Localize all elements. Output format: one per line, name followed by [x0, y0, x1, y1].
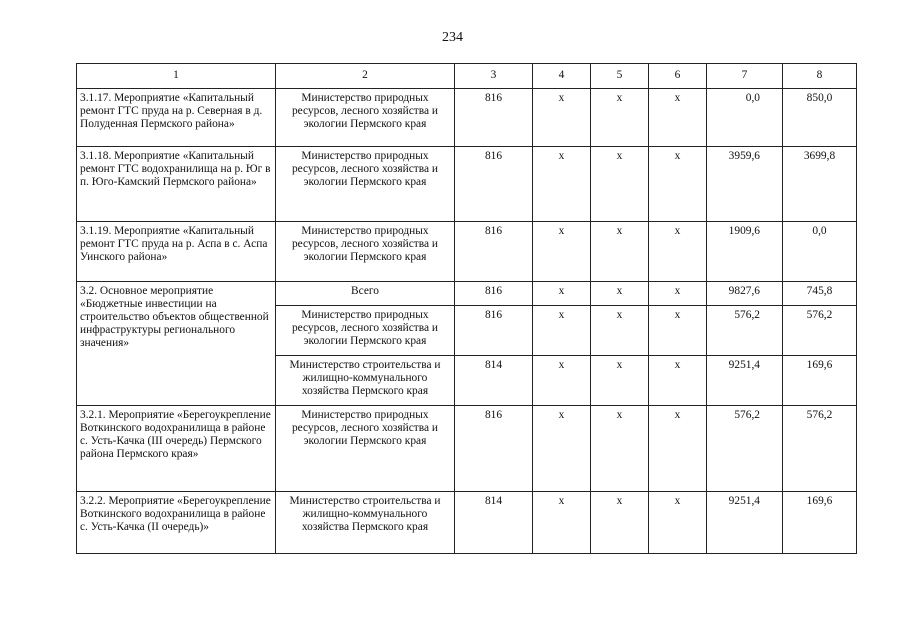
table-row — [77, 89, 857, 147]
table-row — [77, 222, 857, 282]
col7-value-cell: 1909,6 — [707, 222, 783, 282]
code-cell: 816 — [455, 222, 533, 282]
header-col-8: 8 — [783, 64, 857, 89]
col5-cell: x — [591, 282, 649, 306]
table-row — [77, 282, 857, 306]
executor-cell: Министерство природных ресурсов, лесного хозяйства и экологии Пермского края — [276, 222, 455, 282]
header-col-7: 7 — [707, 64, 783, 89]
col7-value-cell: 3959,6 — [707, 147, 783, 222]
table-row — [77, 492, 857, 554]
col8-value-cell: 3699,8 — [783, 147, 857, 222]
header-col-6: 6 — [649, 64, 707, 89]
measure-name-cell: 3.1.18. Мероприятие «Капитальный ремонт ГТС водохранилища на р. Юг в п. Юго-Камский Пермского района» — [77, 147, 276, 222]
col4-cell: x — [533, 89, 591, 147]
code-cell: 816 — [455, 306, 533, 356]
col8-value-cell: 169,6 — [783, 492, 857, 554]
col6-cell: x — [649, 306, 707, 356]
col7-value-cell: 9251,4 — [707, 492, 783, 554]
header-row — [77, 64, 857, 89]
col7-value-cell: 9251,4 — [707, 356, 783, 406]
executor-cell: Министерство природных ресурсов, лесного хозяйства и экологии Пермского края — [276, 306, 455, 356]
col8-value-cell: 169,6 — [783, 356, 857, 406]
executor-cell: Министерство строительства и жилищно-коммунального хозяйства Пермского края — [276, 492, 455, 554]
col7-value-cell: 0,0 — [707, 89, 783, 147]
code-cell: 816 — [455, 147, 533, 222]
col4-cell: x — [533, 406, 591, 492]
executor-cell: Министерство природных ресурсов, лесного хозяйства и экологии Пермского края — [276, 147, 455, 222]
col8-value-cell: 576,2 — [783, 306, 857, 356]
col4-cell: x — [533, 147, 591, 222]
page-number: 234 — [442, 30, 463, 45]
col4-cell: x — [533, 222, 591, 282]
header-col-1: 1 — [77, 64, 276, 89]
col4-cell: x — [533, 492, 591, 554]
col5-cell: x — [591, 147, 649, 222]
col8-value-cell: 0,0 — [783, 222, 857, 282]
header-col-2: 2 — [276, 64, 455, 89]
col6-cell: x — [649, 89, 707, 147]
col5-cell: x — [591, 356, 649, 406]
measure-name-cell: 3.1.19. Мероприятие «Капитальный ремонт ГТС пруда на р. Аспа в с. Аспа Уинского района» — [77, 222, 276, 282]
measure-name-cell: 3.2. Основное мероприятие «Бюджетные инвестиции на строительство объектов общественной инфраструктуры регионального значения» — [77, 282, 276, 406]
col7-value-cell: 576,2 — [707, 406, 783, 492]
col6-cell: x — [649, 222, 707, 282]
code-cell: 816 — [455, 282, 533, 306]
budget-table — [76, 63, 857, 554]
code-cell: 814 — [455, 356, 533, 406]
header-col-4: 4 — [533, 64, 591, 89]
col5-cell: x — [591, 89, 649, 147]
col6-cell: x — [649, 147, 707, 222]
col8-value-cell: 576,2 — [783, 406, 857, 492]
col5-cell: x — [591, 492, 649, 554]
header-col-3: 3 — [455, 64, 533, 89]
col8-value-cell: 745,8 — [783, 282, 857, 306]
executor-cell: Министерство природных ресурсов, лесного хозяйства и экологии Пермского края — [276, 406, 455, 492]
col4-cell: x — [533, 282, 591, 306]
executor-cell: Всего — [276, 282, 455, 306]
measure-name-cell: 3.1.17. Мероприятие «Капитальный ремонт ГТС пруда на р. Северная в д. Полуденная Пермского района» — [77, 89, 276, 147]
measure-name-cell: 3.2.2. Мероприятие «Берегоукрепление Воткинского водохранилища в районе с. Усть-Качка (II очередь)» — [77, 492, 276, 554]
col4-cell: x — [533, 306, 591, 356]
header-col-5: 5 — [591, 64, 649, 89]
col5-cell: x — [591, 306, 649, 356]
code-cell: 814 — [455, 492, 533, 554]
col5-cell: x — [591, 406, 649, 492]
col6-cell: x — [649, 406, 707, 492]
table-body — [77, 89, 857, 554]
col7-value-cell: 9827,6 — [707, 282, 783, 306]
col4-cell: x — [533, 356, 591, 406]
executor-cell: Министерство природных ресурсов, лесного хозяйства и экологии Пермского края — [276, 89, 455, 147]
measure-name-cell: 3.2.1. Мероприятие «Берегоукрепление Воткинского водохранилища в районе с. Усть-Качка (III очередь) Пермского района Пермского края» — [77, 406, 276, 492]
col5-cell: x — [591, 222, 649, 282]
table-row — [77, 147, 857, 222]
col6-cell: x — [649, 282, 707, 306]
table-row — [77, 406, 857, 492]
code-cell: 816 — [455, 89, 533, 147]
col8-value-cell: 850,0 — [783, 89, 857, 147]
executor-cell: Министерство строительства и жилищно-коммунального хозяйства Пермского края — [276, 356, 455, 406]
col7-value-cell: 576,2 — [707, 306, 783, 356]
col6-cell: x — [649, 492, 707, 554]
col6-cell: x — [649, 356, 707, 406]
code-cell: 816 — [455, 406, 533, 492]
